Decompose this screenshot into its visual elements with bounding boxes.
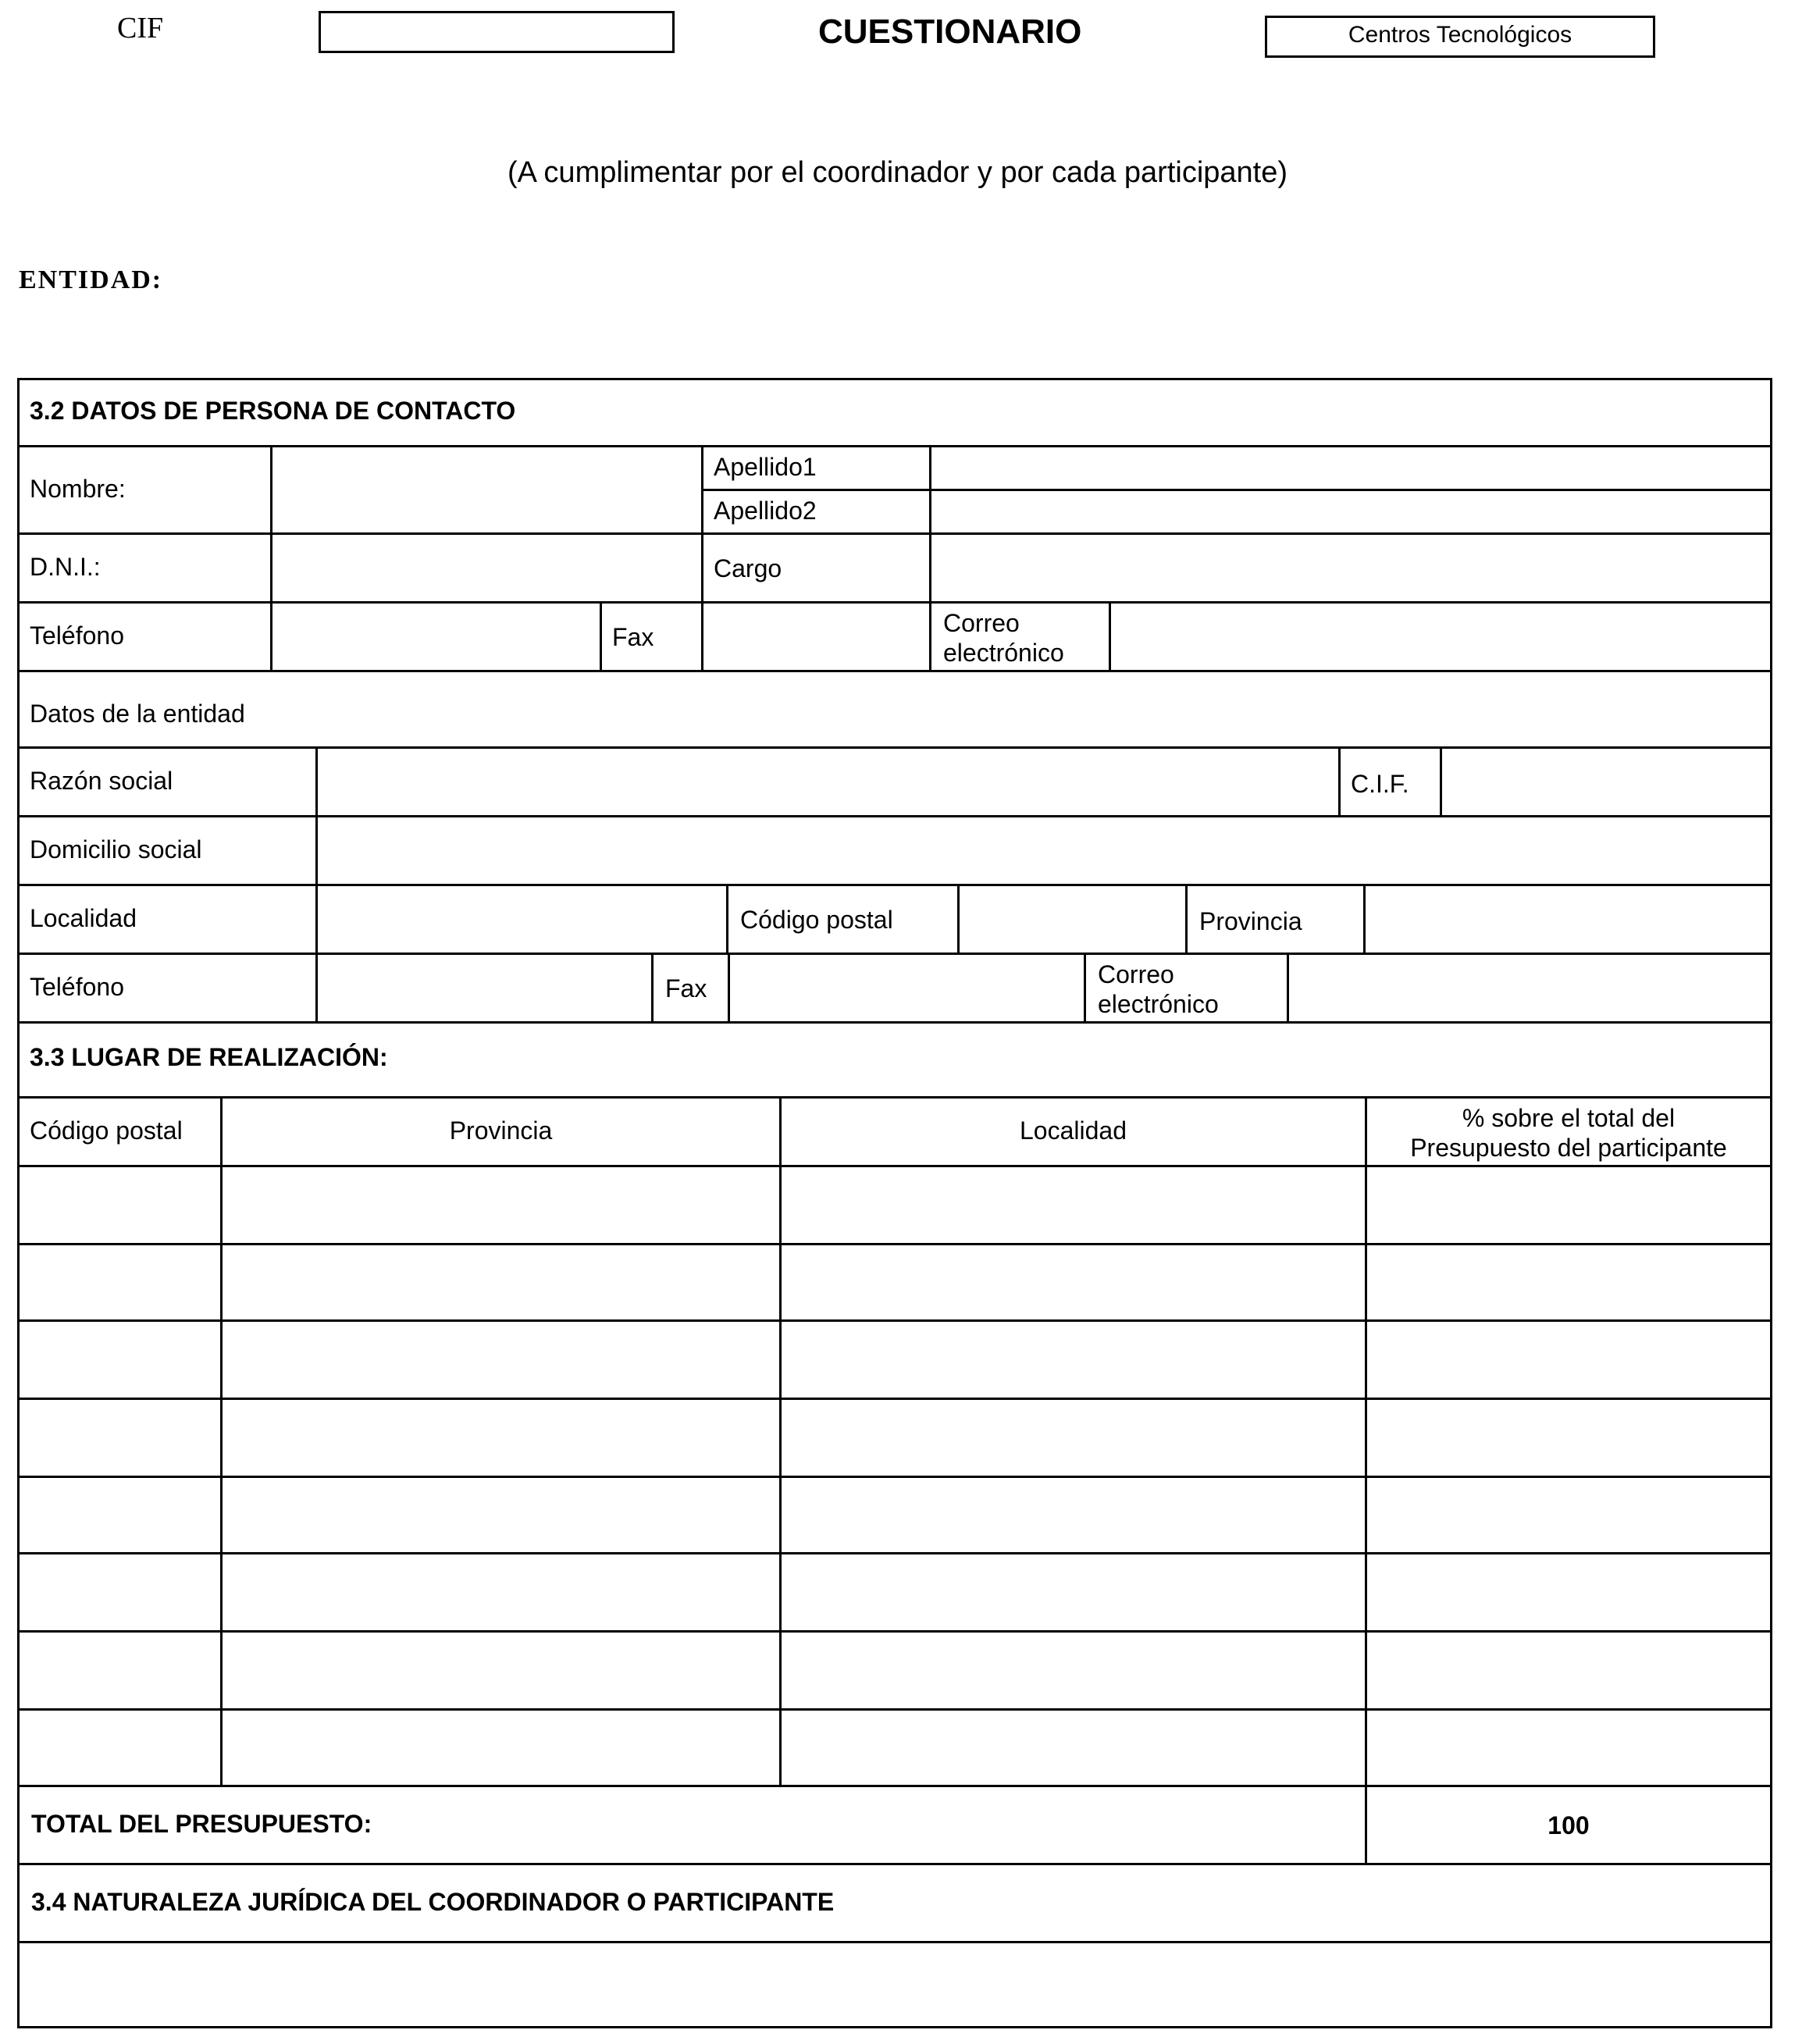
codigo-postal-label: Código postal: [740, 906, 893, 934]
apellido1-label: Apellido1: [714, 453, 817, 481]
domicilio-field[interactable]: [318, 817, 1770, 884]
dni-field[interactable]: [272, 535, 701, 601]
col-divider: [220, 1096, 223, 1786]
apellido1-field[interactable]: [931, 447, 1770, 489]
col-divider: [779, 1096, 782, 1786]
place-col-pct-2: Presupuesto del participante: [1410, 1134, 1727, 1162]
cif-value: [321, 13, 672, 23]
entity-email-label-1: Correo: [1098, 960, 1174, 988]
contact-fax-label: Fax: [612, 623, 654, 651]
place-col-localidad: Localidad: [1020, 1116, 1127, 1145]
col-divider: [1185, 884, 1188, 953]
col-divider: [600, 601, 602, 670]
entity-cif-label: C.I.F.: [1351, 770, 1409, 798]
domicilio-label: Domicilio social: [30, 835, 202, 864]
entity-fax-label: Fax: [665, 974, 707, 1002]
contact-email-field[interactable]: [1111, 604, 1770, 670]
entity-fax-field[interactable]: [730, 955, 1084, 1021]
row-divider: [17, 1096, 1772, 1099]
form-type-box: Centros Tecnológicos: [1265, 16, 1655, 58]
cargo-field[interactable]: [931, 535, 1770, 601]
localidad-label: Localidad: [30, 904, 137, 932]
dni-label: D.N.I.:: [30, 553, 101, 581]
row-divider: [17, 1476, 1772, 1478]
contact-phone-label: Teléfono: [30, 621, 124, 650]
cif-input[interactable]: [319, 11, 675, 53]
localidad-field[interactable]: [318, 886, 726, 953]
contact-email-label-1: Correo: [943, 609, 1020, 637]
entity-email-field[interactable]: [1289, 955, 1770, 1021]
razon-social-field[interactable]: [318, 749, 1338, 815]
col-divider: [726, 884, 728, 953]
cargo-label: Cargo: [714, 554, 782, 582]
col-divider: [1365, 1096, 1367, 1863]
provincia-field[interactable]: [1366, 886, 1770, 953]
entity-cif-field[interactable]: [1442, 749, 1770, 815]
row-divider: [17, 1243, 1772, 1245]
row-divider: [17, 670, 1772, 672]
total-budget-value: 100: [1547, 1811, 1590, 1839]
apellido2-label: Apellido2: [714, 497, 817, 525]
contact-fax-field[interactable]: [703, 604, 929, 670]
row-divider: [17, 1863, 1772, 1865]
place-heading: 3.3 LUGAR DE REALIZACIÓN:: [30, 1043, 388, 1071]
col-divider: [1084, 953, 1086, 1021]
nombre-label: Nombre:: [30, 475, 126, 503]
apellido2-field[interactable]: [931, 491, 1770, 532]
total-budget-label: TOTAL DEL PRESUPUESTO:: [31, 1810, 372, 1838]
razon-social-label: Razón social: [30, 767, 173, 795]
provincia-label: Provincia: [1199, 907, 1302, 935]
entity-email-label-2: electrónico: [1098, 990, 1219, 1018]
place-col-pct-1: % sobre el total del: [1462, 1104, 1676, 1132]
entity-phone-field[interactable]: [318, 955, 651, 1021]
codigo-postal-field[interactable]: [960, 886, 1185, 953]
place-col-codigo-postal: Código postal: [30, 1116, 183, 1145]
col-divider: [1338, 746, 1341, 815]
contact-heading: 3.2 DATOS DE PERSONA DE CONTACTO: [30, 397, 516, 425]
entity-phone-label: Teléfono: [30, 973, 124, 1001]
row-divider: [17, 1552, 1772, 1554]
legal-nature-field[interactable]: [20, 1943, 1770, 2026]
entity-data-heading: Datos de la entidad: [30, 700, 245, 728]
nombre-field[interactable]: [272, 447, 701, 532]
col-divider: [651, 953, 654, 1021]
row-divider: [17, 1165, 1772, 1167]
legal-heading: 3.4 NATURALEZA JURÍDICA DEL COORDINADOR O PARTICIPANTE: [31, 1888, 835, 1916]
contact-email-label-2: electrónico: [943, 639, 1064, 667]
form-title: CUESTIONARIO: [818, 12, 1082, 51]
contact-phone-field[interactable]: [272, 604, 600, 670]
place-col-provincia: Provincia: [449, 1116, 553, 1145]
row-divider: [17, 1021, 1772, 1024]
row-divider: [17, 1319, 1772, 1322]
entity-label: ENTIDAD:: [19, 265, 163, 294]
row-divider: [17, 1785, 1772, 1787]
cif-label: CIF: [117, 12, 164, 45]
row-divider: [17, 1708, 1772, 1711]
row-divider: [17, 1630, 1772, 1633]
row-divider: [17, 1398, 1772, 1400]
form-subtitle: (A cumplimentar por el coordinador y por cada participante): [507, 156, 1288, 189]
